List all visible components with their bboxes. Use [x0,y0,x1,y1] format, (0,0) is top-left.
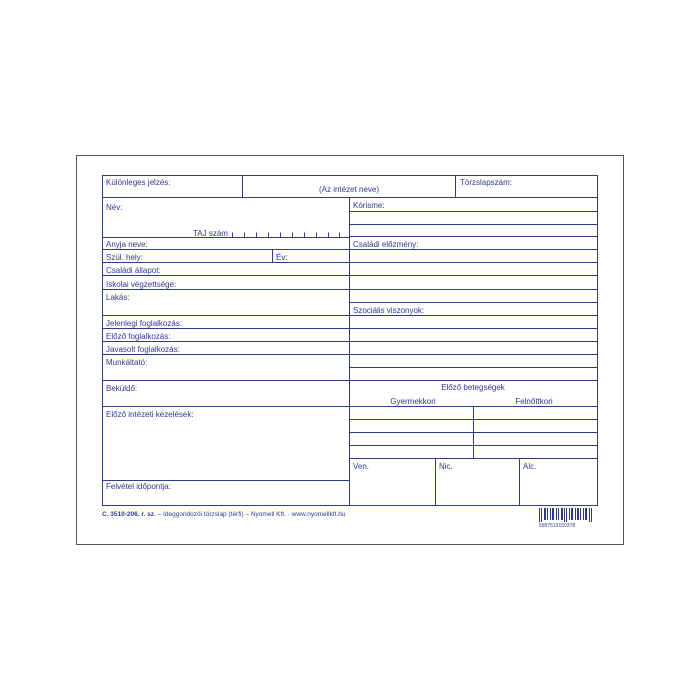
register-number-label: Törzslapszám: [460,178,513,187]
suggested-occupation-label: Javasolt foglalkozás: [106,345,180,354]
form-card [76,155,624,545]
special-mark-label: Különleges jelzés: [106,178,171,187]
barcode [539,508,592,522]
previous-treatments-label: Előző intézeti kezelések: [106,410,194,419]
mother-name-label: Anyja neve: [106,240,148,249]
address-label: Lakás: [106,293,130,302]
marital-status-label: Családi állapot: [106,266,161,275]
current-occupation-label: Jelenlegi foglalkozás: [106,319,183,328]
name-label: Név: [106,203,123,212]
admission-date-label: Felvétel időpontja: [106,482,171,491]
family-history-label: Családi előzmény: [353,240,419,249]
product-code: C. 3510-206. r. sz. [102,511,156,518]
footer-description: – Ideggondozói törzslap (térfi) – Nyomell Kft. · www.nyomellkft.hu [155,511,346,518]
form-grid [77,156,623,544]
previous-diseases-label: Előző betegségek [441,383,505,392]
education-label: Iskolai végzettsége: [106,280,177,289]
alc-label: Alc. [523,462,537,471]
nic-label: Nic. [439,462,453,471]
adulthood-label: Felnőttkori [515,397,553,406]
previous-occupation-label: Előző foglalkozás: [106,332,171,341]
diagnosis-box [350,198,598,237]
footer-line [102,511,346,518]
year-label: Év: [276,253,288,262]
birth-place-label: Szül. hely: [106,253,143,262]
referrer-label: Beküldő: [106,384,138,393]
ven-label: Ven. [353,462,370,471]
employer-label: Munkáltató: [106,358,148,367]
taj-number-label: TAJ szám [193,229,228,238]
disease-name-label: Kórisme: [353,201,385,210]
social-conditions-label: Szociális viszonyok: [353,306,425,315]
institution-name-label: (Az intézet neve) [318,185,380,194]
barcode-number: 5997513150378 [539,523,576,529]
childhood-label: Gyermekkori [390,397,436,406]
